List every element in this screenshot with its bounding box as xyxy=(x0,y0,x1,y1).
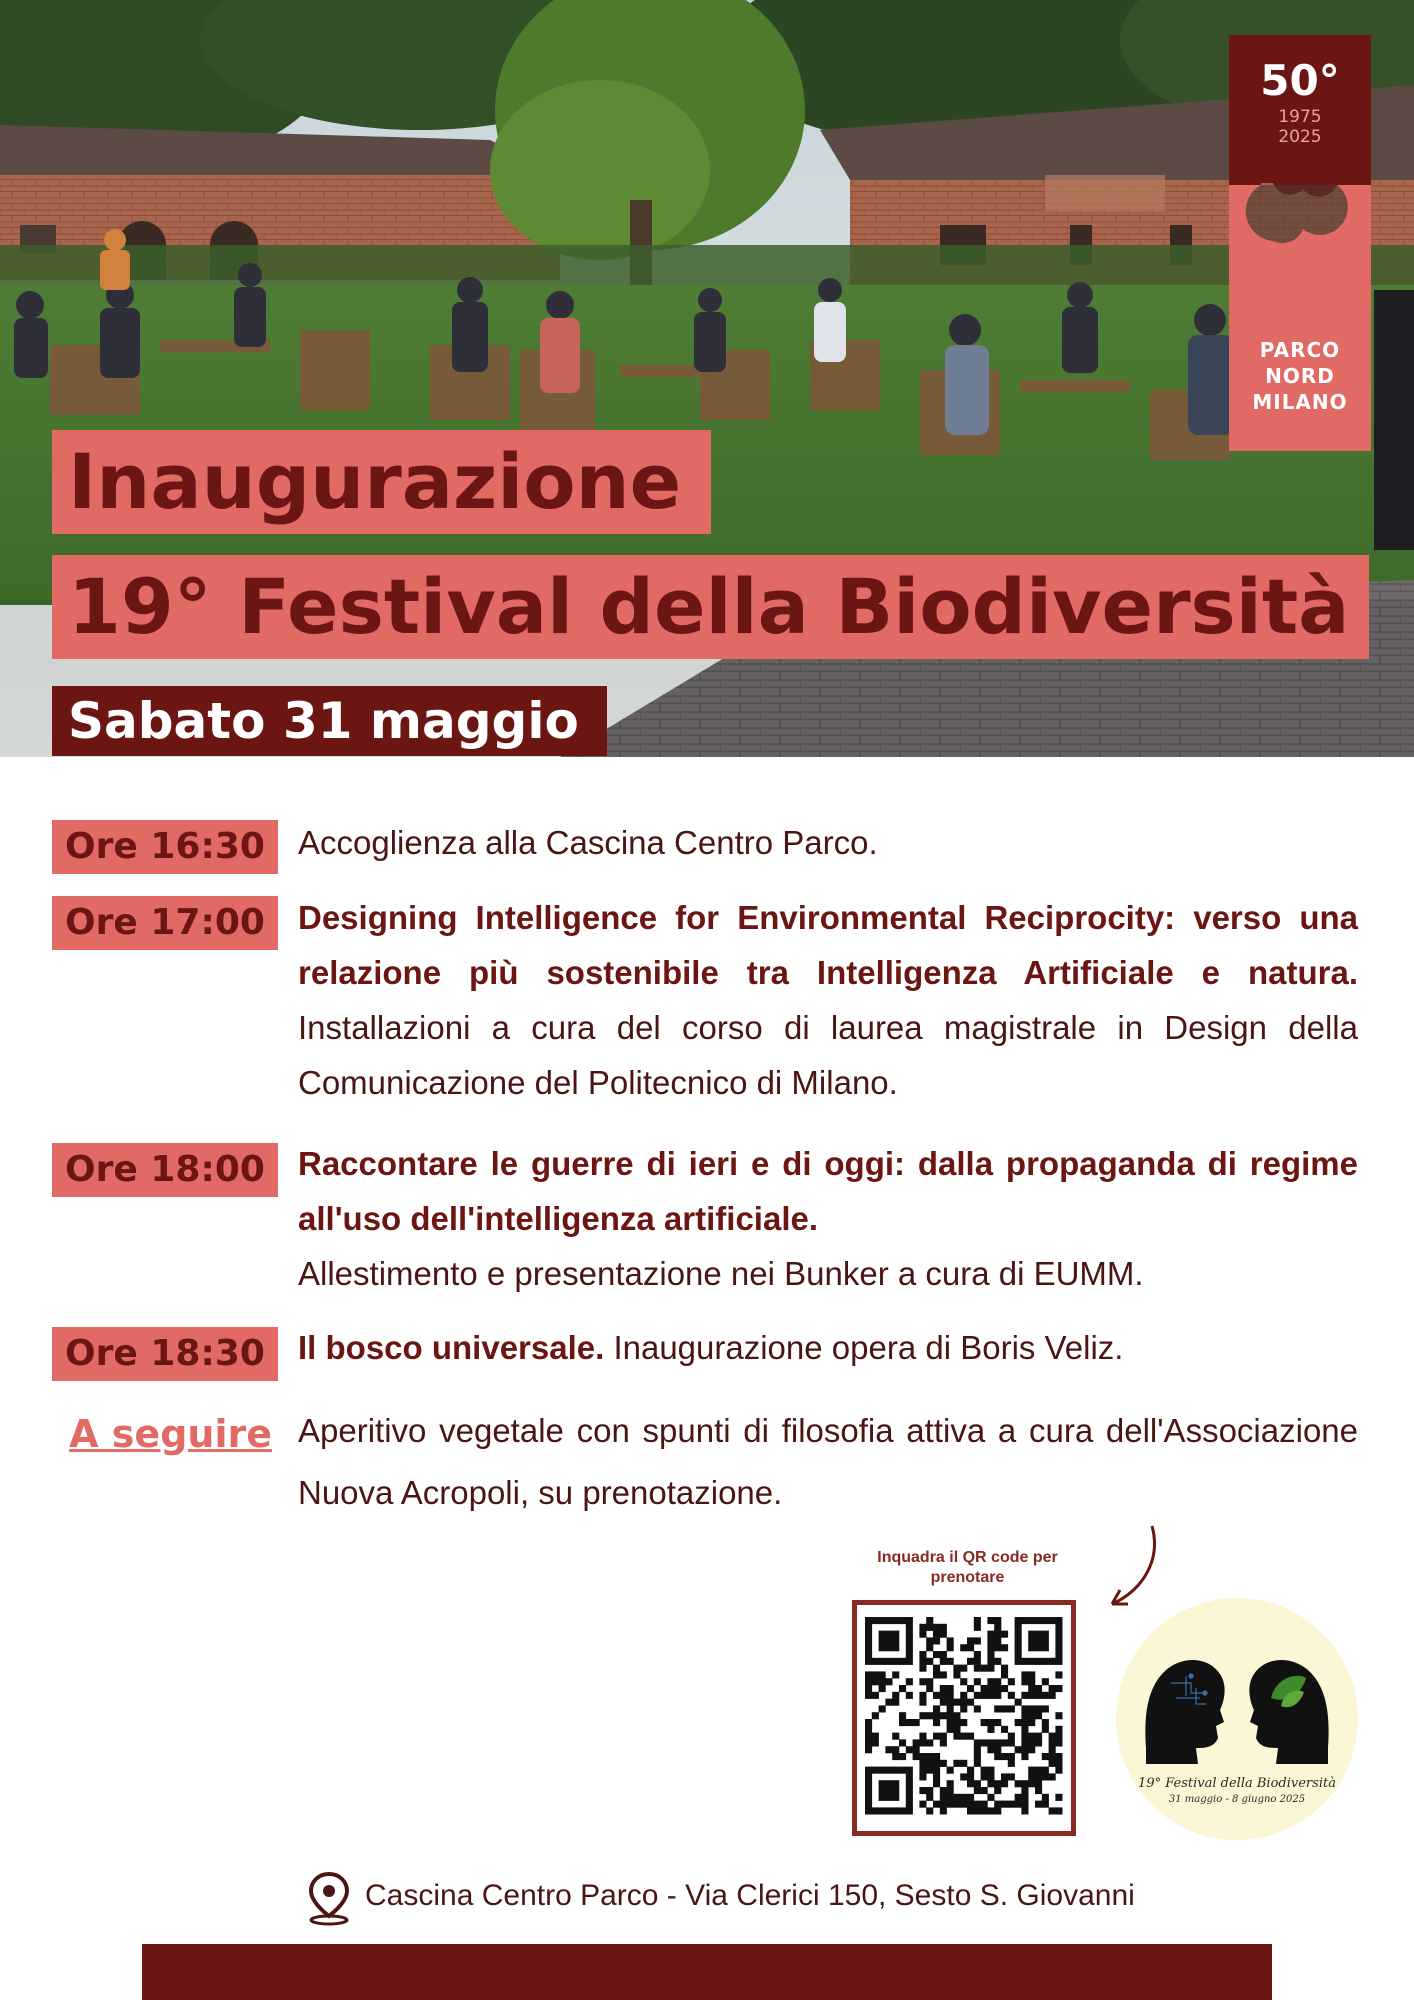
program-text: Installazioni a cura del corso di laurea magistrale in Design della Comunicazione del Politecnico di Milano. xyxy=(298,1009,1358,1101)
badge-year-start: 1975 xyxy=(1278,107,1322,127)
badge-name-3: MILANO xyxy=(1252,390,1348,414)
location-pin-icon xyxy=(305,1872,353,1926)
program-text: Accoglienza alla Cascina Centro Parco. xyxy=(298,824,878,861)
program-item-1700 xyxy=(298,890,1358,1110)
qr-code-icon xyxy=(857,1605,1071,1831)
program-item-1630 xyxy=(298,815,1358,870)
program-title: Raccontare le guerre di ieri e di oggi: dalla propaganda di regime all'uso dell'intelligenza artificiale. xyxy=(298,1145,1358,1237)
title-line-2: 19° Festival della Biodiversità xyxy=(52,555,1369,659)
program-item-1800 xyxy=(298,1136,1358,1301)
program-item-1830 xyxy=(298,1320,1358,1375)
badge-name-1: PARCO xyxy=(1259,338,1341,362)
follow-up-text: Aperitivo vegetale con spunti di filosofia attiva a cura dell'Associazione Nuova Acropoli, su prenotazione. xyxy=(298,1412,1358,1511)
festival-logo xyxy=(1116,1598,1358,1840)
badge-name-2: NORD xyxy=(1265,364,1335,388)
title-line-1: Inaugurazione xyxy=(52,430,711,534)
logo-festival-title: 19° Festival della Biodiversità xyxy=(1138,1776,1336,1791)
event-address: Cascina Centro Parco - Via Clerici 150, Sesto S. Giovanni xyxy=(365,1879,1135,1912)
event-date: Sabato 31 maggio xyxy=(52,686,607,756)
program-text: Inaugurazione opera di Boris Veliz. xyxy=(613,1329,1124,1366)
follow-up-label: A seguire xyxy=(69,1412,272,1456)
qr-caption: Inquadra il QR code per prenotare xyxy=(877,1549,1058,1586)
time-tag-1630: Ore 16:30 xyxy=(52,820,278,874)
badge-anniversary: 50° xyxy=(1260,56,1340,105)
hero-photo xyxy=(0,0,1414,757)
badge-year-end: 2025 xyxy=(1278,127,1322,147)
time-tag-1700: Ore 17:00 xyxy=(52,896,278,950)
program-title: Designing Intelligence for Environmental Reciprocity: verso una relazione più sostenibile tra Intelligenza Artificiale e natura. xyxy=(298,899,1358,991)
time-tag-1800: Ore 18:00 xyxy=(52,1143,278,1197)
time-tag-1830: Ore 18:30 xyxy=(52,1327,278,1381)
qr-code[interactable] xyxy=(852,1600,1076,1836)
parco-nord-badge xyxy=(1229,35,1371,451)
program-text: Allestimento e presentazione nei Bunker a cura di EUMM. xyxy=(298,1255,1144,1292)
logo-festival-dates: 31 maggio - 8 giugno 2025 xyxy=(1168,1794,1306,1805)
footer-bar xyxy=(142,1944,1272,2000)
follow-up-item xyxy=(298,1400,1358,1524)
program-title: Il bosco universale. xyxy=(298,1329,605,1366)
